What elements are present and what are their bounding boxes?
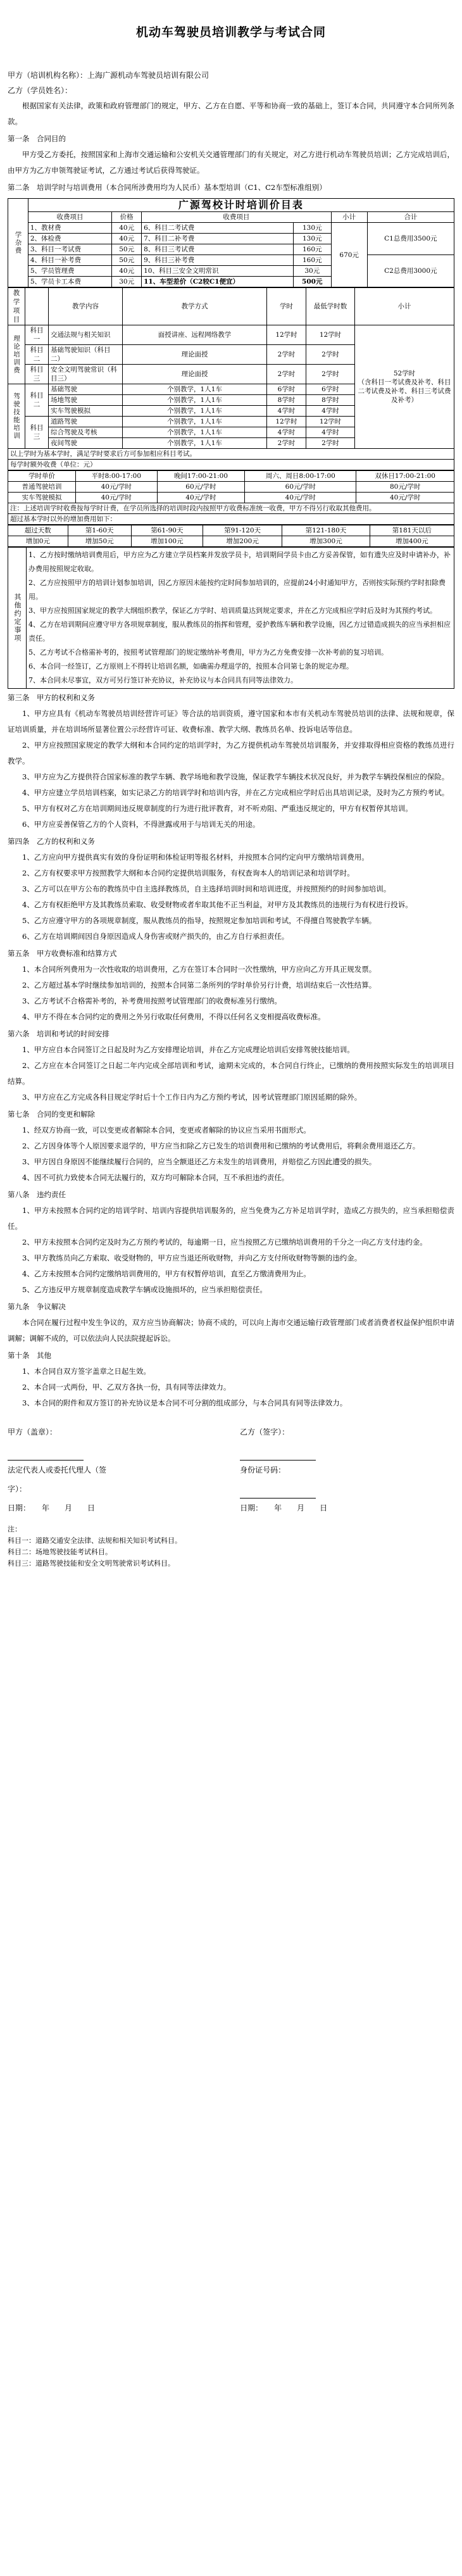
- hours-value: 2学时: [267, 365, 306, 384]
- overage-value: 增加300元: [282, 536, 370, 547]
- article-paragraph: 1、甲方未按照本合同约定的培训学时、培训内容提供培训服务的，应当免费为乙方补足培训学时，造成乙方损失的，应当承担赔偿责任。: [8, 1206, 454, 1231]
- article-paragraph: 3、甲方应为乙方提供符合国家标准的教学车辆、教学场地和教学设施，保证教学车辆技术状况良好，并为教学车辆投保相应的保险。: [22, 772, 449, 781]
- hours-mode: 理论面授: [123, 365, 267, 384]
- footnote-item: 科目一：道路交通安全法律、法规和相关知识考试科目。: [8, 1536, 182, 1545]
- article-heading: 第四条 乙方的权利和义务: [8, 837, 95, 846]
- schedule-price: 80元/学时: [356, 482, 454, 493]
- article-1-heading: 第一条 合同目的: [8, 134, 66, 143]
- party-b-signature: [240, 1423, 454, 1517]
- overage-value: 增加100元: [131, 536, 203, 547]
- article-paragraph: 3、甲方因自身原因不能继续履行合同的，应当全额退还乙方未发生的培训费用，并赔偿乙方因此遭受的损失。: [22, 1157, 377, 1166]
- article-paragraph: 2、乙方应在本合同签订之日起二年内完成全部培训和考试，逾期未完成的，本合同自行终止，已缴纳的费用按照实际发生的培训项目结算。: [8, 1061, 454, 1086]
- article-paragraph: 1、经双方协商一致，可以变更或者解除本合同，变更或者解除的协议应当采用书面形式。: [22, 1126, 311, 1134]
- fee-price: 40元: [112, 223, 142, 234]
- hours-mode: 理论面授: [123, 345, 267, 365]
- article-paragraph: 5、乙方应遵守甲方的各项规章制度，服从教练员的指导，按照规定参加培训和考试，不得擅自驾驶教学车辆。: [22, 916, 377, 925]
- hours-minimum: 12学时: [306, 417, 355, 427]
- hours-value: 4学时: [267, 427, 306, 438]
- hours-minimum: 2学时: [306, 438, 355, 449]
- fee-table-title: 广源驾校计时培训价目表: [28, 199, 454, 212]
- article-paragraph: 1、本合同自双方签字盖章之日起生效。: [22, 1367, 151, 1376]
- schedule-head: 周六、周日8:00-17:00: [245, 471, 356, 482]
- hours-minimum: 8学时: [306, 395, 355, 406]
- fee-item: 11、车型差价（C2较C1便宜）: [142, 277, 294, 287]
- signature-block: [8, 1423, 454, 1517]
- other-terms-body: [27, 548, 454, 689]
- schedule-kind: 普通驾驶培训: [8, 482, 76, 493]
- fee-head-item: 收费项目: [28, 212, 111, 223]
- term-item: 4、乙方在培训期间应遵守甲方各项规章制度，服从教练员的指挥和管理，爱护教练车辆和教学设施，因乙方过错造成损失的应当承担相应责任。: [28, 620, 451, 643]
- a-sign-label: 甲方（盖章）：: [8, 1428, 58, 1436]
- hours-head-content: 教学内容: [49, 288, 123, 325]
- hours-value: 12学时: [267, 417, 306, 427]
- hours-mode: 个别教学，1人1车: [123, 406, 267, 417]
- hours-head-sum: 小计: [355, 288, 454, 325]
- hours-minimum: 2学时: [306, 365, 355, 384]
- article-paragraph: 2、乙方因身体等个人原因要求退学的，甲方应当扣除乙方已发生的培训费用和已缴纳的考试费用后，将剩余费用退还乙方。: [22, 1141, 420, 1150]
- other-terms-table: [8, 547, 454, 689]
- article-paragraph: 3、乙方可以在甲方公布的教练员中自主选择教练员，自主选择培训时间和培训进度，并按照预约的时间参加培训。: [22, 884, 391, 893]
- overage-head: 超过天数: [8, 525, 68, 536]
- hours-value: 6学时: [267, 384, 306, 395]
- overage-head: 第61-90天: [131, 525, 203, 536]
- term-item: 1、乙方按时缴纳培训费用后，甲方应为乙方建立学员档案并发放学员卡，培训期间学员卡由乙方妥善保管，如有遗失应及时申请补办，补办费用按照规定收取。: [28, 551, 451, 573]
- hours-content: 基础驾驶知识（科目二）: [49, 345, 123, 365]
- article-paragraph: 3、甲方教练员向乙方索取、收受财物的，甲方应当退还所收财物，并向乙方支付所收财物等额的违约金。: [22, 1253, 362, 1262]
- contract-articles: [8, 690, 454, 1411]
- hours-content: 交通法规与相关知识: [49, 325, 123, 345]
- article-paragraph: 2、本合同一式两份，甲、乙双方各执一份，具有同等法律效力。: [22, 1383, 231, 1392]
- hours-head-mode: 教学方式: [123, 288, 267, 325]
- policy-note: 注：上述培训学时收费按每学时计费，在学员所选择的培训时段内按照甲方收费标准统一收费，甲方不得另行收取其他费用。: [8, 503, 454, 514]
- hours-value: 12学时: [267, 325, 306, 345]
- article-paragraph: 2、甲方应按照国家规定的教学大纲和本合同约定的培训学时，为乙方提供机动车驾驶员培训服务，并安排取得相应资格的教练员进行教学。: [8, 741, 454, 765]
- article-heading: 第五条 甲方收费标准和结算方式: [8, 949, 117, 958]
- article-paragraph: 2、乙方有权要求甲方按照教学大纲和本合同约定提供培训服务，有权查询本人的培训记录和培训学时。: [22, 869, 354, 877]
- hours-value: 4学时: [267, 406, 306, 417]
- contract-title: 机动车驾驶员培训教学与考试合同: [135, 25, 326, 39]
- hours-minimum: 12学时: [306, 325, 355, 345]
- extra-fee-label: 超过基本学时以外的增加费用如下：: [8, 514, 454, 525]
- hours-minimum: 6学时: [306, 384, 355, 395]
- term-item: 5、乙方考试不合格需补考的，按照考试管理部门的规定缴纳补考费用，甲方为乙方免费安排一次补考前的复习培训。: [28, 648, 388, 657]
- b-date: 日期： 年 月 日: [240, 1504, 328, 1512]
- article-paragraph: 1、本合同所列费用为一次性收取的培训费用，乙方在签订本合同时一次性缴纳，甲方应向乙方开具正规发票。: [22, 965, 377, 974]
- hours-content: 安全文明驾驶常识（科目三）: [49, 365, 123, 384]
- schedule-price: 40元/学时: [157, 493, 245, 503]
- fee-item: 10、科目三安全文明常识: [142, 266, 294, 277]
- b-id-line[interactable]: [240, 1489, 316, 1498]
- fee-item: 3、科目一考试费: [28, 244, 111, 255]
- hours-content: 基础驾驶: [49, 384, 123, 395]
- hours-mode: 个别教学，1人1车: [123, 417, 267, 427]
- term-item: 2、乙方应按照甲方的培训计划参加培训，因乙方原因未能按约定时间参加培训的，应提前24小时通知甲方，否则按实际预约学时扣除费用。: [28, 579, 446, 601]
- c1-total-note: （含科目一考试费及补考、科目二考试费及补考、科目三考试费及补考）: [358, 379, 451, 404]
- schedule-price: 40元/学时: [245, 493, 356, 503]
- fee-price: 40元: [112, 234, 142, 244]
- term-item: 7、本合同未尽事宜，双方可另行签订补充协议，补充协议与本合同具有同等法律效力。: [28, 676, 297, 684]
- fee-price: 160元: [293, 255, 331, 266]
- article-heading: 第八条 违约责任: [8, 1190, 66, 1199]
- overage-table: [8, 525, 454, 547]
- hours-content: 综合驾驶及考核: [49, 427, 123, 438]
- article-paragraph: 本合同在履行过程中发生争议的，双方应当协商解决；协商不成的，可以向上海市交通运输行政管理部门或者消费者权益保护组织申请调解；调解不成的，可以依法向人民法院提起诉讼。: [8, 1318, 454, 1343]
- fee-price: 50元: [112, 255, 142, 266]
- article-paragraph: 1、乙方应向甲方提供真实有效的身份证明和体检证明等报名材料，并按照本合同约定向甲方缴纳培训费用。: [22, 853, 369, 862]
- schedule-head: 学时单价: [8, 471, 76, 482]
- fee-price: 130元: [293, 223, 331, 234]
- fee-table: [8, 198, 454, 287]
- overage-head: 第1-60天: [68, 525, 131, 536]
- section-practice: 驾驶技能培训: [8, 384, 25, 449]
- article-paragraph: 6、甲方应妥善保管乙方的个人资料，不得泄露或用于与培训无关的用途。: [22, 820, 260, 829]
- article-paragraph: 1、甲方应具有《机动车驾驶员培训经营许可证》等合法的培训资质，遵守国家和本市有关机动车驾驶员培训的法律、法规和规章，保证培训质量，并在培训场所显著位置公示经营许可证、收费标准、教学大纲、教练员名单、投诉电话等信息。: [8, 709, 454, 734]
- article-paragraph: 4、甲方不得在本合同约定的费用之外另行收取任何费用，不得以任何名义变相提高收费标准。: [22, 1012, 325, 1021]
- subject-label: 科目三: [25, 365, 49, 384]
- contract-page: [8, 0, 454, 1569]
- overage-value: 增加0元: [8, 536, 68, 547]
- fee-price: 30元: [112, 277, 142, 287]
- schedule-head: 双休日17:00-21:00: [356, 471, 454, 482]
- article-paragraph: 1、甲方应自本合同签订之日起及时为乙方安排理论培训，并在乙方完成理论培训后安排驾驶技能培训。: [22, 1045, 354, 1054]
- hours-content: 夜间驾驶: [49, 438, 123, 449]
- schedule-price: 40元/学时: [356, 493, 454, 503]
- party-a: 甲方（培训机构名称）：上海广源机动车驾驶员培训有限公司: [8, 71, 209, 80]
- schedule-price: 60元/学时: [245, 482, 356, 493]
- c1-total: [367, 223, 454, 255]
- fee-price: 130元: [293, 234, 331, 244]
- hours-value: 2学时: [267, 438, 306, 449]
- b-id-label: 身份证号码：: [240, 1466, 286, 1474]
- article-paragraph: 4、乙方未按照本合同约定缴纳培训费用的，甲方有权暂停培训，直至乙方缴清费用为止。: [22, 1269, 311, 1278]
- overage-value: 增加400元: [370, 536, 454, 547]
- fee-subtotal: 670元: [331, 223, 367, 287]
- schedule-label: 每学时额外收费（单位：元）: [8, 460, 454, 470]
- fee-item: 5、学员管理费: [28, 266, 111, 277]
- hours-table: [8, 287, 454, 470]
- term-item: 6、本合同一经签订，乙方原则上不得转让培训名额，如确需办理退学的，按照本合同第七条的规定办理。: [28, 662, 353, 670]
- a-date: 日期： 年 月 日: [8, 1504, 96, 1512]
- article-paragraph: 5、甲方有权对乙方在培训期间违反规章制度的行为进行批评教育，对不听劝阻、严重违反规定的，甲方有权暂停其培训。: [22, 804, 413, 813]
- hours-value: 2学时: [267, 345, 306, 365]
- article-1-body: 甲方受乙方委托，按照国家和上海市交通运输和公安机关交通管理部门的有关规定，对乙方进行机动车驾驶员培训；乙方完成培训后，由甲方为乙方申领驾驶证考试，乙方通过考试后获得驾驶证。: [8, 150, 454, 175]
- hours-subtotal: [355, 325, 454, 449]
- footnotes: [8, 1524, 454, 1569]
- article-paragraph: 4、因不可抗力致使本合同无法履行的，双方均可解除本合同，互不承担违约责任。: [22, 1173, 289, 1182]
- fee-item: 5、学员卡工本费: [28, 277, 111, 287]
- hours-head-stage: 教学项目: [8, 288, 25, 325]
- article-heading: 第三条 甲方的权利和义务: [8, 693, 95, 702]
- hours-mode: 个别教学，1人1车: [123, 384, 267, 395]
- hours-minimum: 4学时: [306, 427, 355, 438]
- fee-item: 6、科目二考试费: [142, 223, 294, 234]
- article-heading: 第七条 合同的变更和解除: [8, 1110, 95, 1119]
- hours-mode: 个别教学，1人1车: [123, 395, 267, 406]
- schedule-price: 60元/学时: [157, 482, 245, 493]
- fee-item: 4、科目一补考费: [28, 255, 111, 266]
- a-rep-label: 法定代表人或委托代理人（签字）：: [8, 1466, 107, 1493]
- article-paragraph: 3、本合同的附件和双方签订的补充协议是本合同不可分割的组成部分，与本合同具有同等法律效力。: [22, 1398, 347, 1407]
- c2-total: [367, 255, 454, 287]
- fee-head-total: 合计: [367, 212, 454, 223]
- fee-item: 8、科目三考试费: [142, 244, 294, 255]
- fee-price: 50元: [112, 244, 142, 255]
- hours-mode: 面授讲座、远程网络教学: [123, 325, 267, 345]
- hours-subtotal-value: 52学时: [393, 370, 416, 377]
- preamble: 根据国家有关法律，政策和政府管理部门的规定，甲方、乙方在自愿、平等和协商一致的基础上，签订本合同，共同遵守本合同所列条款。: [8, 101, 454, 126]
- article-paragraph: 6、乙方在培训期间因自身原因造成人身伤害或财产损失的，由乙方自行承担责任。: [22, 932, 289, 941]
- article-paragraph: 3、乙方考试不合格需补考的，补考费用按照考试管理部门的收费标准另行缴纳。: [22, 996, 282, 1005]
- section-theory: 理论培训费: [8, 325, 25, 384]
- fee-price: 160元: [293, 244, 331, 255]
- overage-value: 增加200元: [203, 536, 282, 547]
- fee-price: 500元: [293, 277, 331, 287]
- hours-content: 场地驾驶: [49, 395, 123, 406]
- footnote-item: 科目二：场地驾驶技能考试科目。: [8, 1548, 112, 1556]
- hours-value: 8学时: [267, 395, 306, 406]
- fee-side-label: 学杂费: [8, 199, 28, 287]
- fee-head-subtotal: 小计: [331, 212, 367, 223]
- hours-minimum: 2学时: [306, 345, 355, 365]
- hours-content: 道路驾驶: [49, 417, 123, 427]
- other-terms-label: 其他约定事项: [8, 548, 27, 689]
- schedule-head: 平时8:00-17:00: [76, 471, 158, 482]
- b-sign-line[interactable]: [240, 1451, 316, 1461]
- hours-note: 以上学时为基本学时，满足学时要求后方可参加相应科目考试。: [8, 449, 454, 460]
- subject-label: 科目二: [25, 384, 49, 417]
- subject-label: 科目三: [25, 417, 49, 449]
- article-paragraph: 2、乙方超过基本学时继续参加培训的，按照本合同第二条所列的学时单价另行计费，培训结束后一次性结算。: [22, 981, 377, 990]
- fee-head-price: 价格: [112, 212, 142, 223]
- subject-label: 科目一: [25, 325, 49, 345]
- overage-head: 第91-120天: [203, 525, 282, 536]
- fee-price: 30元: [293, 266, 331, 277]
- schedule-price: 40元/学时: [76, 493, 158, 503]
- article-paragraph: 2、甲方未按照本合同约定及时为乙方预约考试的，每逾期一日，应当按照乙方已缴纳培训费用的千分之一向乙方支付违约金。: [22, 1238, 427, 1247]
- party-a-signature: [8, 1423, 222, 1517]
- hours-mode: 个别教学，1人1车: [123, 427, 267, 438]
- article-paragraph: 4、乙方有权拒绝甲方及其教练员索取、收受财物或者牟取其他不正当利益，对甲方及其教练员的违规行为有权进行投诉。: [22, 900, 413, 909]
- article-heading: 第六条 培训和考试的时间安排: [8, 1029, 109, 1038]
- article-paragraph: 3、甲方应在乙方完成各科目规定学时后十个工作日内为乙方预约考试，因考试管理部门原因延期的除外。: [22, 1093, 362, 1102]
- party-b: 乙方（学员姓名）：: [8, 86, 73, 95]
- footnote-heading: 注：: [8, 1525, 22, 1533]
- hours-minimum: 4学时: [306, 406, 355, 417]
- hours-head-minimum: 最低学时数: [306, 288, 355, 325]
- article-2-heading: 第二条 培训学时与培训费用（本合同所涉费用均为人民币）基本型培训（C1、C2车型标准组别）: [8, 183, 327, 192]
- fee-item: 2、体检费: [28, 234, 111, 244]
- fee-price: 40元: [112, 266, 142, 277]
- subject-label: 科目二: [25, 345, 49, 365]
- c2-total-text: C2总费用3000元: [384, 267, 437, 275]
- fee-item: 1、教材费: [28, 223, 111, 234]
- fee-head-item2: 收费项目: [142, 212, 332, 223]
- overage-value: 增加50元: [68, 536, 131, 547]
- fee-item: 9、科目三补考费: [142, 255, 294, 266]
- article-paragraph: 5、乙方违反甲方规章制度造成教学车辆或设施损坏的，应当承担赔偿责任。: [22, 1285, 267, 1294]
- article-heading: 第九条 争议解决: [8, 1302, 66, 1311]
- schedule-price: 40元/学时: [76, 482, 158, 493]
- footnote-item: 科目三：道路驾驶技能和安全文明驾驶常识考试科目。: [8, 1559, 175, 1568]
- hours-head-hours: 学时: [267, 288, 306, 325]
- overage-head: 第121-180天: [282, 525, 370, 536]
- article-heading: 第十条 其他: [8, 1351, 51, 1360]
- hours-mode: 个别教学，1人1车: [123, 438, 267, 449]
- article-paragraph: 4、甲方应建立学员培训档案，如实记录乙方的培训学时和培训内容，并在乙方完成相应学时后出具培训记录，及时为乙方预约考试。: [22, 788, 449, 797]
- hours-content: 实车驾驶模拟: [49, 406, 123, 417]
- schedule-kind: 实车驾驶模拟: [8, 493, 76, 503]
- a-sign-line[interactable]: [8, 1451, 84, 1461]
- fee-item: 7、科目二补考费: [142, 234, 294, 244]
- term-item: 3、甲方应按照国家规定的教学大纲组织教学，保证乙方学时、培训质量达到规定要求，并在乙方完成相应学时后及时为其预约考试。: [28, 606, 437, 615]
- schedule-table: [8, 470, 454, 525]
- overage-head: 第181天以后: [370, 525, 454, 536]
- b-sign-label: 乙方（签字）：: [240, 1428, 290, 1436]
- c1-total-text: C1总费用3500元: [384, 235, 437, 242]
- schedule-head: 晚间17:00-21:00: [157, 471, 245, 482]
